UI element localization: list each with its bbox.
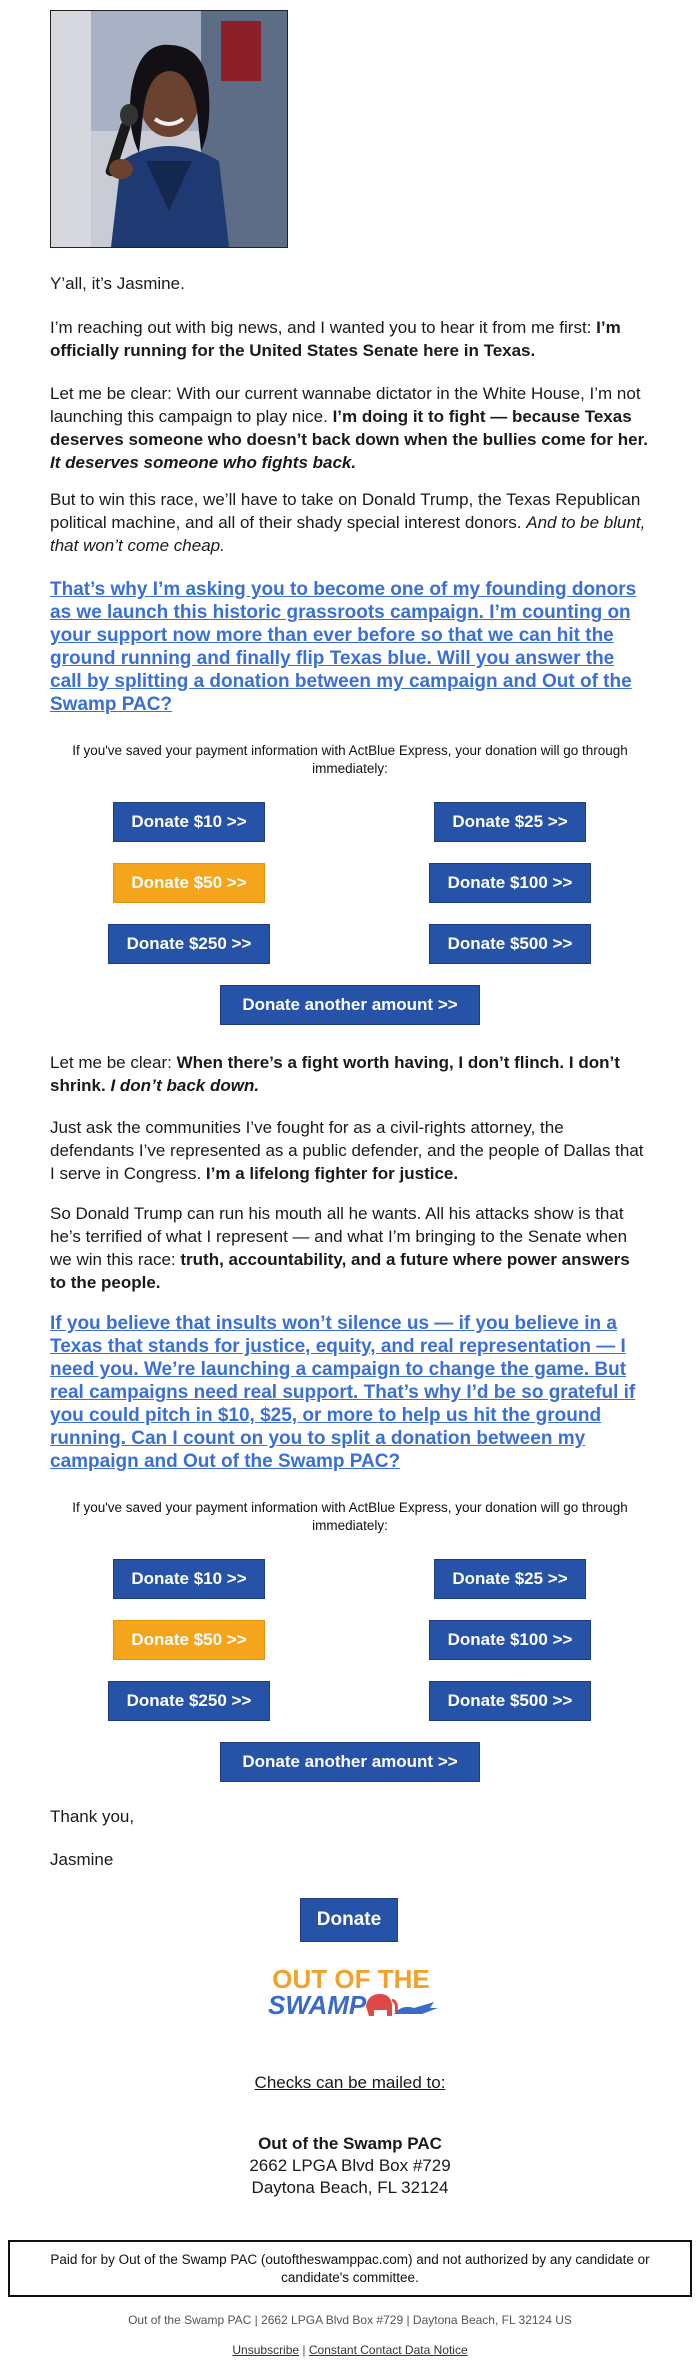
footer-links bbox=[0, 2343, 700, 2357]
p3-italic: And to be blunt, that won’t come cheap. bbox=[50, 513, 646, 555]
p4-bold-italic: I don’t back down. bbox=[110, 1076, 260, 1095]
p4-text: Let me be clear: bbox=[50, 1053, 177, 1072]
mail-address-1: 2662 LPGA Blvd Box #729 bbox=[249, 2156, 451, 2175]
donate-100-button-1[interactable]: Donate $100 >> bbox=[429, 863, 591, 903]
actblue-note-1: If you've saved your payment information with ActBlue Express, your donation will go through immediately: bbox=[72, 743, 628, 776]
swamp-logo-art bbox=[262, 1964, 440, 2024]
p2-bold-italic: It deserves someone who fights back. bbox=[50, 453, 357, 472]
p1-text: I’m reaching out with big news, and I wanted you to hear it from me first: bbox=[50, 318, 597, 337]
alligator-icon bbox=[394, 2002, 438, 2014]
actblue-note-2: If you've saved your payment information with ActBlue Express, your donation will go through immediately: bbox=[72, 1500, 628, 1533]
logo-line-1: OUT OF THE bbox=[272, 1964, 430, 1994]
p4-bold: When there’s a fight worth having, I don’t flinch. I don’t shrink. bbox=[50, 1053, 620, 1095]
constant-contact-notice-link[interactable]: Constant Contact Data Notice bbox=[308, 2343, 468, 2357]
p5-bold: I’m a lifelong fighter for justice. bbox=[205, 1164, 459, 1183]
paragraph-3 bbox=[50, 488, 650, 557]
p2-bold: I’m doing it to fight — because Texas deserves someone who doesn’t back down when the bullies come for her. bbox=[50, 407, 648, 449]
paragraph-4 bbox=[50, 1051, 650, 1097]
paragraph-5 bbox=[50, 1116, 650, 1185]
footer-address: Out of the Swamp PAC | 2662 LPGA Blvd Box #729 | Daytona Beach, FL 32124 US bbox=[128, 2313, 572, 2327]
donate-500-button-2[interactable]: Donate $500 >> bbox=[429, 1681, 591, 1721]
unsubscribe-link[interactable]: Unsubscribe bbox=[232, 2343, 300, 2357]
donate-100-button-2[interactable]: Donate $100 >> bbox=[429, 1620, 591, 1660]
signature: Jasmine bbox=[50, 1850, 114, 1869]
donate-250-button-2[interactable]: Donate $250 >> bbox=[108, 1681, 270, 1721]
p3-text: But to win this race, we’ll have to take on Donald Trump, the Texas Republican political machine, and all of their shady special interest donors. bbox=[50, 490, 641, 532]
donate-250-button-1[interactable]: Donate $250 >> bbox=[108, 924, 270, 964]
donate-25-button-2[interactable]: Donate $25 >> bbox=[434, 1559, 586, 1599]
greeting: Y’all, it’s Jasmine. bbox=[50, 274, 185, 293]
checks-heading: Checks can be mailed to: bbox=[254, 2073, 446, 2092]
p1-bold: I’m officially running for the United States Senate here in Texas. bbox=[50, 318, 621, 360]
mail-address-2: Daytona Beach, FL 32124 bbox=[251, 2178, 449, 2197]
donate-500-button-1[interactable]: Donate $500 >> bbox=[429, 924, 591, 964]
p2-text: Let me be clear: With our current wannabe dictator in the White House, I’m not launching this campaign to play nice. bbox=[50, 384, 641, 426]
paragraph-6 bbox=[50, 1202, 650, 1294]
cta-link-1[interactable]: That’s why I’m asking you to become one of my founding donors as we launch this historic grassroots campaign. I’m counting on your support now more than ever before so that we can hit the ground running and finally flip Texas blue. Will you answer the call by splitting a donation between my campaign and Out of the Swamp PAC? bbox=[50, 579, 637, 715]
cta-link-1-wrap bbox=[50, 578, 650, 716]
donate-other-button-2[interactable]: Donate another amount >> bbox=[220, 1742, 480, 1782]
donate-button[interactable]: Donate bbox=[300, 1898, 398, 1942]
p6-text: So Donald Trump can run his mouth all he wants. All his attacks show is that he’s terrified of what I represent — and what I’m bringing to the Senate when we win this race: bbox=[50, 1204, 628, 1269]
paragraph-1 bbox=[50, 316, 650, 362]
candidate-photo-art bbox=[51, 11, 287, 247]
cta-link-2[interactable]: If you believe that insults won’t silence us — if you believe in a Texas that stands for justice, equity, and real representation — I need you. We’re launching a campaign to change the game. But real campaigns need real support. That’s why I’d be so grateful if you could pitch in $10, $25, or more to help us hit the ground running. Can I count on you to split a donation between my campaign and Out of the Swamp PAC? bbox=[50, 1313, 636, 1472]
out-of-the-swamp-logo bbox=[262, 1964, 440, 2024]
donate-25-button-1[interactable]: Donate $25 >> bbox=[434, 802, 586, 842]
footer-separator: | bbox=[299, 2343, 309, 2357]
mail-org: Out of the Swamp PAC bbox=[258, 2134, 442, 2153]
p6-bold: truth, accountability, and a future where power answers to the people. bbox=[50, 1250, 630, 1292]
donate-10-button-1[interactable]: Donate $10 >> bbox=[113, 802, 265, 842]
candidate-photo bbox=[50, 10, 288, 248]
logo-line-2: SWAMP bbox=[268, 1990, 367, 2020]
donate-50-button-2[interactable]: Donate $50 >> bbox=[113, 1620, 265, 1660]
cta-link-2-wrap bbox=[50, 1312, 650, 1473]
elephant-icon bbox=[366, 1994, 397, 2016]
donate-50-button-1[interactable]: Donate $50 >> bbox=[113, 863, 265, 903]
p5-text: Just ask the communities I’ve fought for as a civil-rights attorney, the defendants I’ve represented as a public defender, and the people of Dallas that I serve in Congress. bbox=[50, 1118, 644, 1183]
thank-you: Thank you, bbox=[50, 1807, 135, 1826]
donate-other-button-1[interactable]: Donate another amount >> bbox=[220, 985, 480, 1025]
greeting-block bbox=[50, 272, 650, 295]
donate-10-button-2[interactable]: Donate $10 >> bbox=[113, 1559, 265, 1599]
paragraph-2 bbox=[50, 382, 650, 474]
paid-for-disclaimer: Paid for by Out of the Swamp PAC (outoftheswamppac.com) and not authorized by any candidate or candidate's committee. bbox=[8, 2240, 692, 2297]
